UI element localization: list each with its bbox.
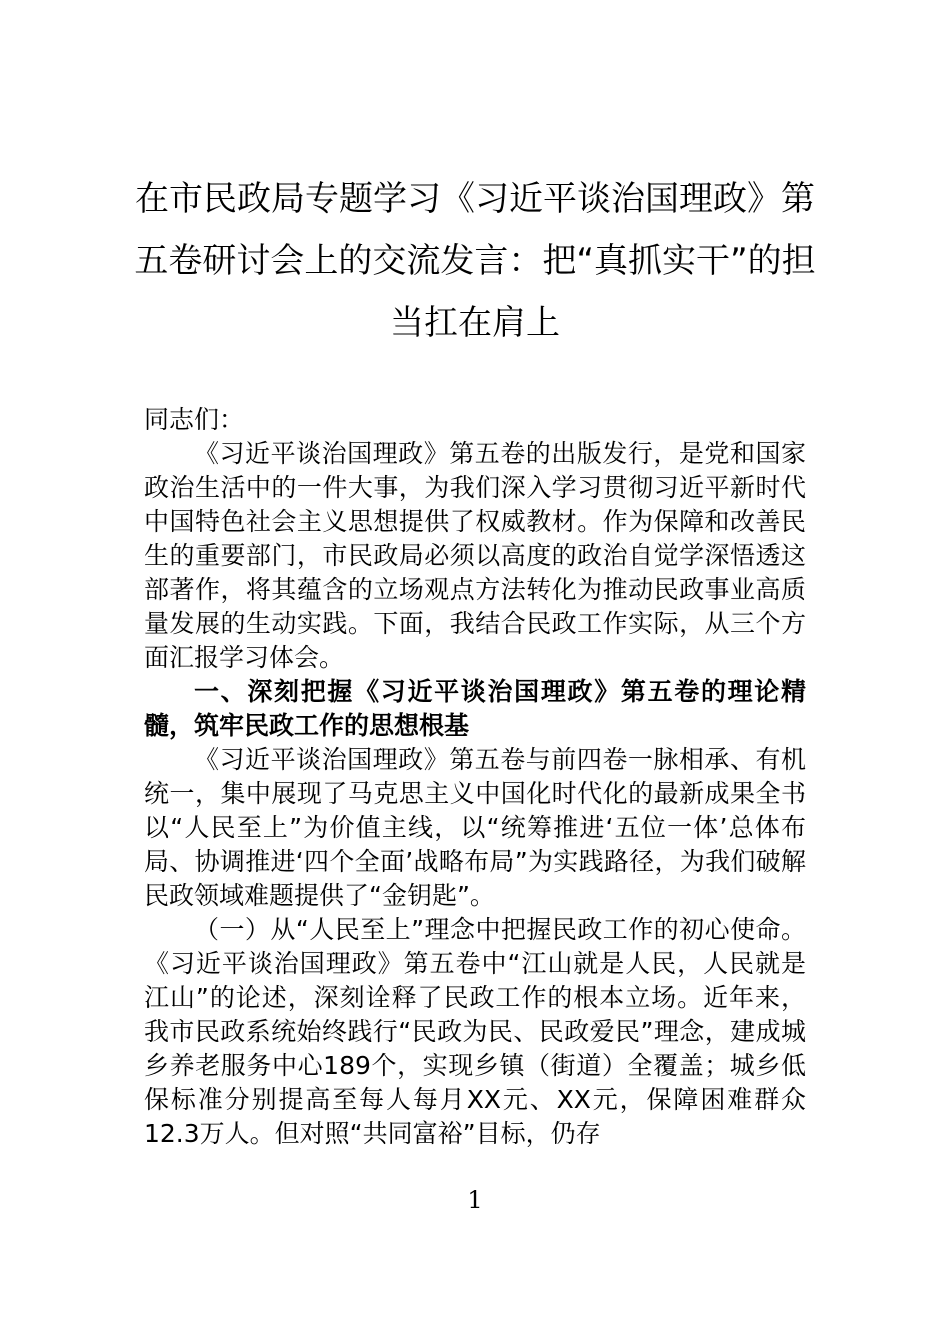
page-number: 1	[467, 1186, 483, 1214]
section-heading-1: 一、深刻把握《习近平谈治国理政》第五卷的理论精髓，筑牢民政工作的思想根基	[144, 677, 806, 740]
paragraph-subsection-1: （一）从“人民至上”理念中把握民政工作的初心使命。《习近平谈治国理政》第五卷中“江山就是人民，人民就是江山”的论述，深刻诠释了民政工作的根本立场。近年来，我市民政系统始终践行“民政为民、民政爱民”理念，建成城乡养老服务中心189个，实现乡镇（街道）全覆盖；城乡低保标准分别提高至每人每月XX元、XX元，保障困难群众12.3万人。但对照“共同富裕”目标，仍存	[144, 915, 806, 1148]
salutation: 同志们：	[144, 405, 245, 434]
document-body	[144, 403, 806, 1151]
document-title: 在市民政局专题学习《习近平谈治国理政》第五卷研讨会上的交流发言：把“真抓实干”的担当扛在肩上	[134, 179, 816, 343]
paragraph-intro: 《习近平谈治国理政》第五卷的出版发行，是党和国家政治生活中的一件大事，为我们深入学习贯彻习近平新时代中国特色社会主义思想提供了权威教材。作为保障和改善民生的重要部门，市民政局必须以高度的政治自觉学深悟透这部著作，将其蕴含的立场观点方法转化为推动民政事业高质量发展的生动实践。下面，我结合民政工作实际，从三个方面汇报学习体会。	[144, 439, 806, 672]
paragraph-section-1: 《习近平谈治国理政》第五卷与前四卷一脉相承、有机统一，集中展现了马克思主义中国化时代化的最新成果全书以“人民至上”为价值主线，以“统筹推进‘五位一体’总体布局、协调推进‘四个全面’战略布局”为实践路径，为我们破解民政领域难题提供了“金钥匙”。	[144, 745, 806, 910]
